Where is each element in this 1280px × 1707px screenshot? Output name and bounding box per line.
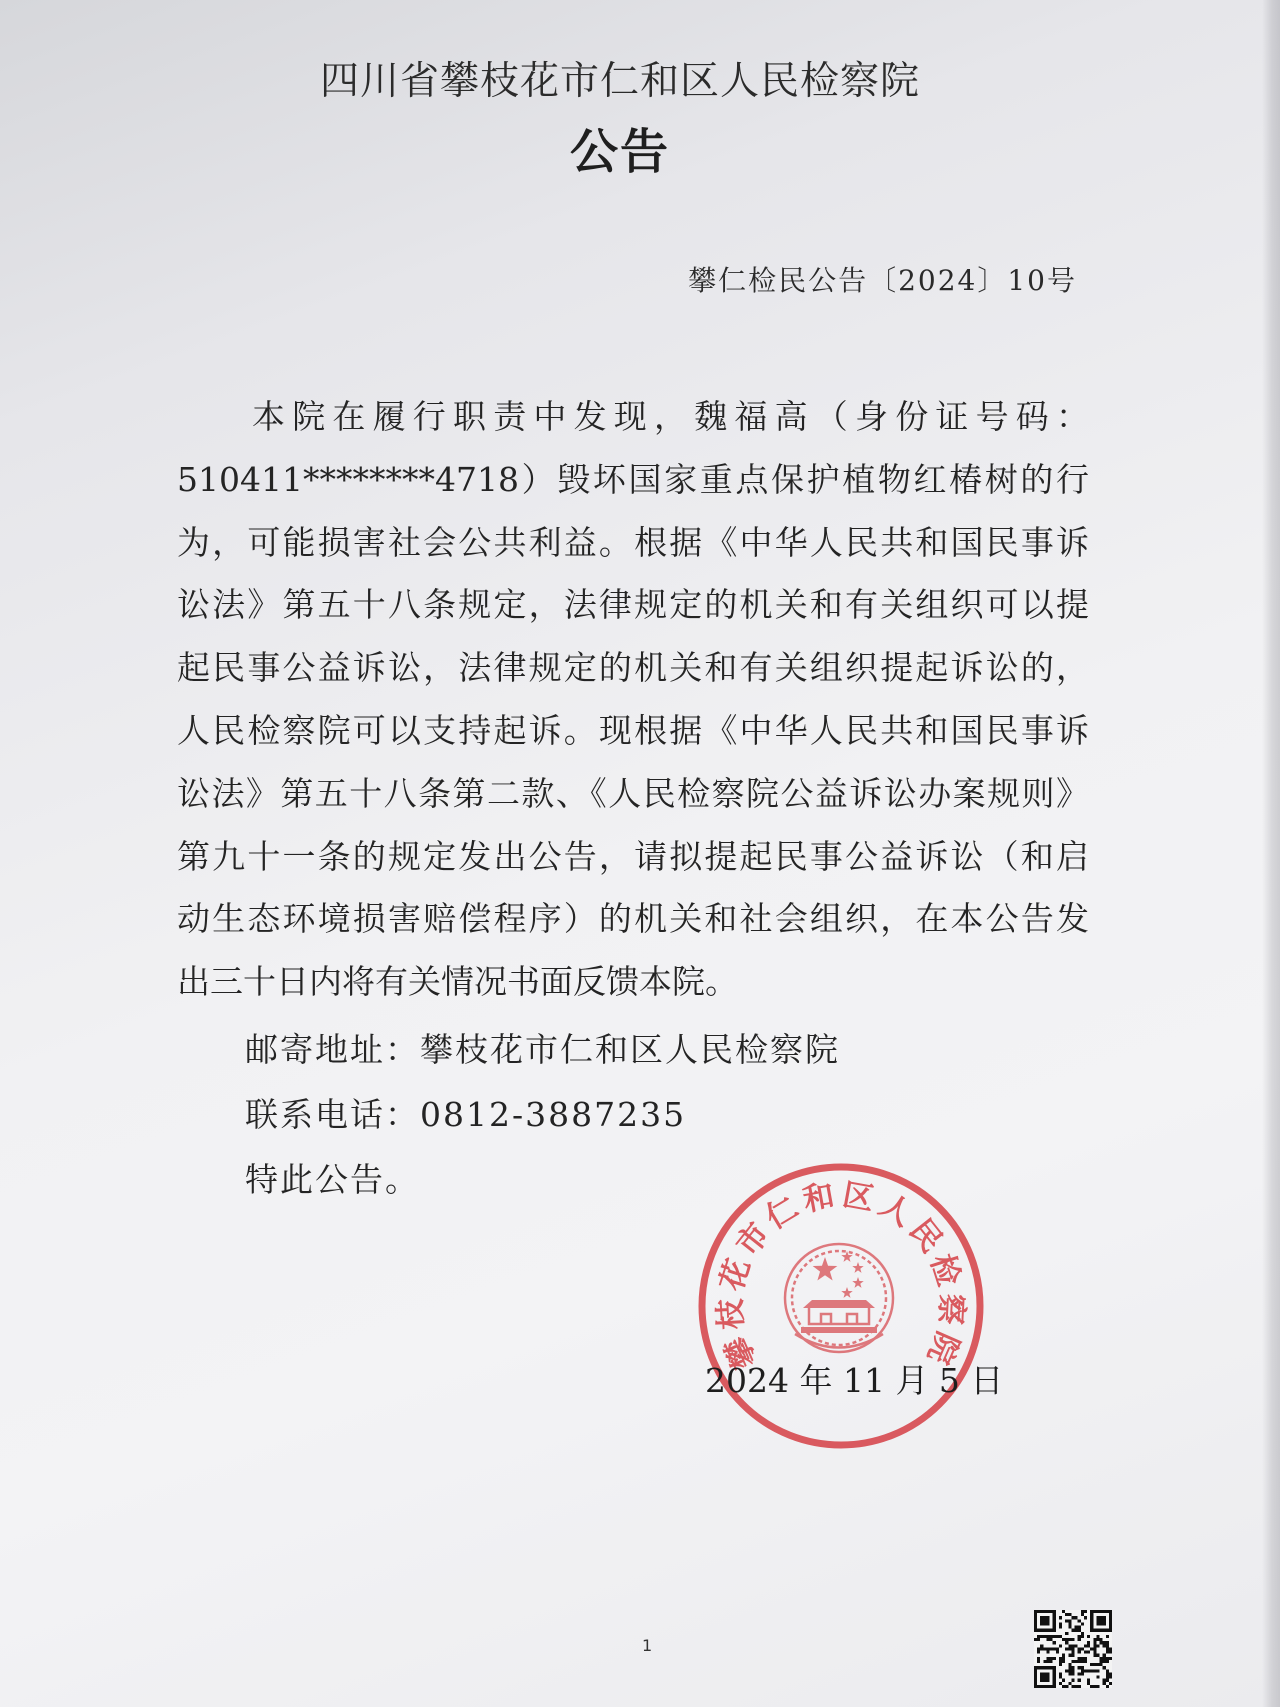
contact-phone	[245, 1082, 840, 1147]
qr-code-icon	[1034, 1610, 1112, 1688]
body-line: 第九十一条的规定发出公告，请拟提起民事公益诉讼（和启	[177, 836, 1089, 876]
emblem-gate	[809, 1308, 869, 1324]
emblem-gate-roof	[803, 1300, 875, 1308]
body-line: 出三十日内将有关情况书面反馈本院。	[177, 962, 738, 1002]
page-number: 1	[642, 1636, 653, 1655]
body-line: 动生态环境损害赔偿程序）的机关和社会组织，在本公告发	[177, 899, 1089, 939]
contact-phone-value: 0812-3887235	[420, 1095, 687, 1134]
notice-body	[177, 386, 1089, 1014]
emblem-star-small	[841, 1287, 852, 1298]
body-line: 人民检察院可以支持起诉。现根据《中华人民共和国民事诉	[177, 710, 1089, 750]
emblem-star-small	[852, 1277, 863, 1288]
emblem-star-small	[852, 1262, 863, 1273]
seal-text: 攀枝花市仁和区人民检察院	[712, 1176, 970, 1374]
issue-date: 2024 年 11 月 5 日	[705, 1361, 1004, 1400]
official-seal	[691, 1156, 991, 1456]
body-line: 本院在履行职责中发现，魏福高（身份证号码：	[252, 397, 1089, 436]
body-line: 起民事公益诉讼，法律规定的机关和有关组织提起诉讼的，	[177, 648, 1089, 688]
mailing-address-label: 邮寄地址：	[245, 1030, 420, 1069]
body-line: 510411********4718）毁坏国家重点保护植物红椿树的行	[177, 459, 1089, 499]
organization-title: 四川省攀枝花市仁和区人民检察院	[319, 59, 920, 104]
national-emblem-icon	[785, 1244, 893, 1352]
body-line: 为，可能损害社会公共利益。根据《中华人民共和国民事诉	[177, 522, 1089, 562]
mailing-address-value: 攀枝花市仁和区人民检察院	[420, 1030, 840, 1069]
document-number: 攀仁检民公告〔2024〕10号	[688, 264, 1077, 297]
notice-title: 公告	[569, 124, 670, 180]
body-line: 讼法》第五十八条第二款、《人民检察院公益诉讼办案规则》	[177, 773, 1089, 813]
contact-phone-label: 联系电话：	[245, 1095, 420, 1134]
emblem-base	[801, 1327, 877, 1333]
emblem-star-large	[813, 1257, 838, 1281]
body-line: 讼法》第五十八条规定，法律规定的机关和有关组织可以提	[177, 585, 1089, 625]
closing-remark: 特此公告。	[245, 1160, 420, 1199]
mailing-address	[245, 1017, 840, 1082]
